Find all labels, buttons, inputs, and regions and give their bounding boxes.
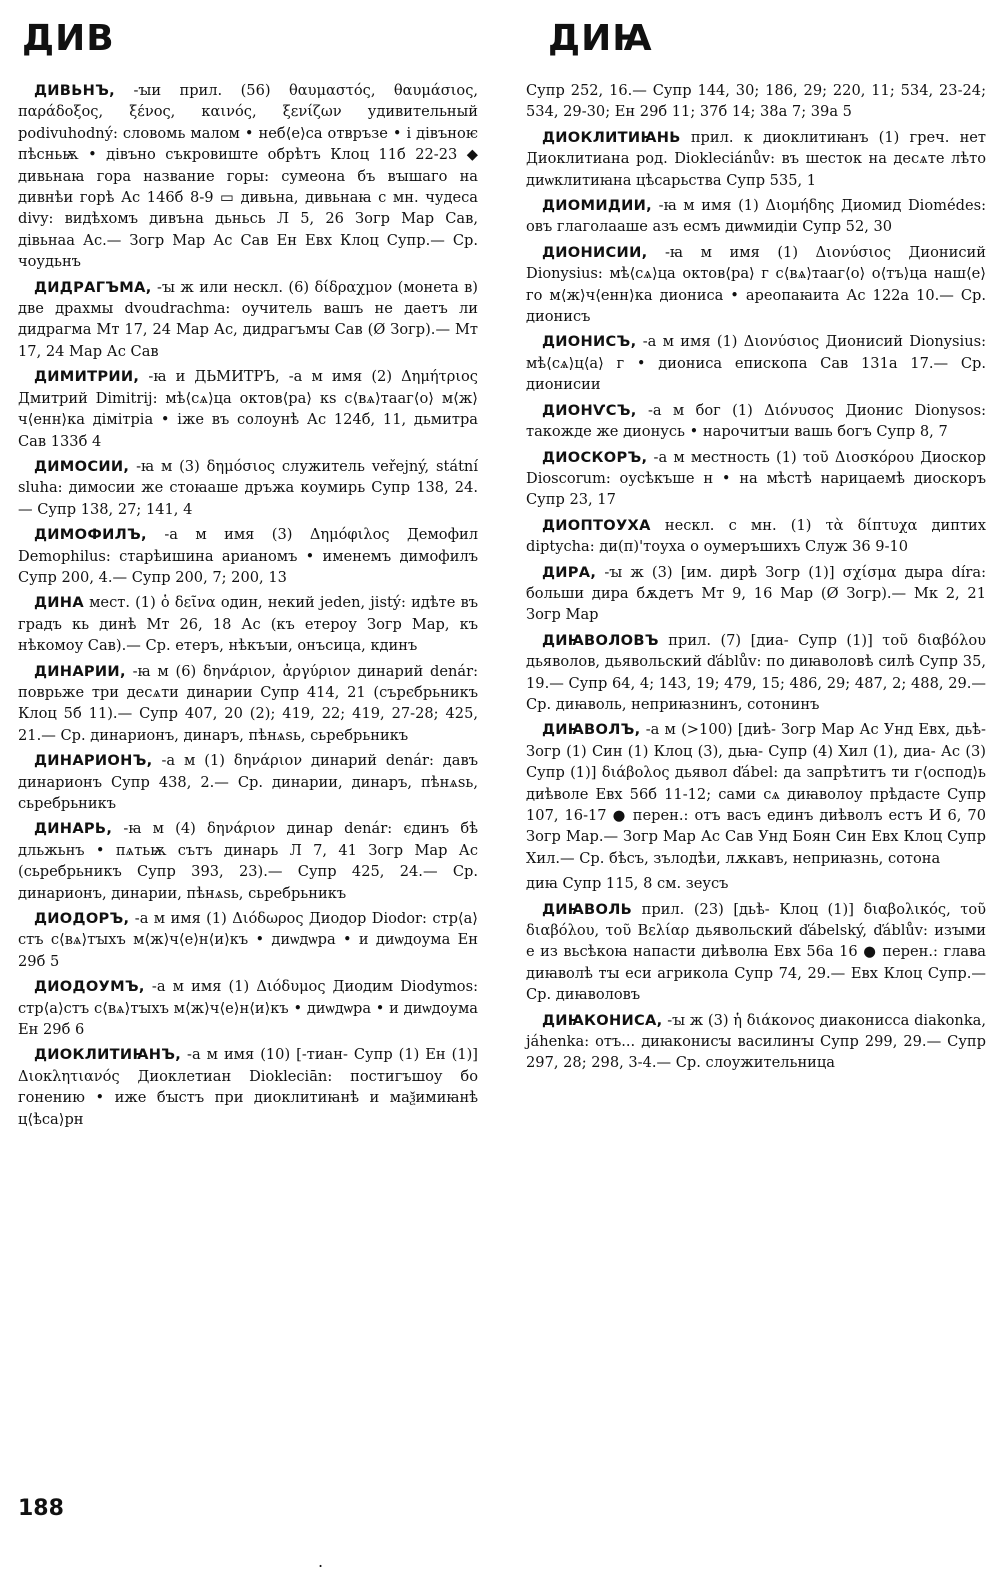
entry-headword: ДИОКЛИТИꙖНЬ xyxy=(542,128,681,146)
entry-headword: ДИМИТРИИ, xyxy=(34,368,140,386)
dictionary-entry xyxy=(526,447,986,511)
entry-text: прил. к диоклитиꙗнъ (1) греч. нет Диоклитиана род. Diokleciánův: въ шесток на десѧте лѣто диѡклитиꙗна цѣсарьства Супр 535, 1 xyxy=(526,128,987,189)
entry-headword: ДИНАРЬ, xyxy=(34,820,113,838)
entry-headword: ДИОСКОРЪ, xyxy=(542,448,648,466)
dictionary-entry xyxy=(18,277,478,363)
dictionary-entry xyxy=(526,562,986,626)
entry-headword: ДИМОФИЛЪ, xyxy=(34,526,147,544)
dictionary-entry xyxy=(526,719,986,869)
entry-headword: ДИДРАГЪМА, xyxy=(34,278,152,296)
dictionary-entry xyxy=(18,1044,478,1130)
entry-headword: ДИꙖВОЛОВЪ xyxy=(542,631,659,649)
entry-headword: ДИОМИДИИ, xyxy=(542,197,653,215)
dictionary-entry xyxy=(18,456,478,520)
entry-text: -ꙗ м (4) δηνάριον динар denár: єдинъ бѣ дльжьнъ • пѧтьѭ сътъ динарь Л 7, 41 Зогр Мар Ас (сьребрьникъ Супр 393, 23).— Супр 425, 24.— Ср. динарионъ, динарии, пѣнѧѕь, сьребрьникъ xyxy=(18,820,478,902)
dictionary-entry xyxy=(526,400,986,443)
entry-text: -ꙑи прил. (56) θαυμαστός, θαυμάσιος, παράδοξος, ξένος, καινός, ξενίζων удивительный podivuhodný: словомь малом • неб⟨е⟩са отвръзе • і дівъноѥ пѣсньѭ • дівъно съкровиште обрѣтъ Клоц 11б 22-23 ◆ дивьнаꙗ гора название горы: сумеона бъ вꙑшаго на дивнѣи горѣ Ас 146б 8-9 ▭ дивьна, дивьнаꙗ с мн. чудеса divy: видѣхомъ дивъна дьньсь Л 5, 26 Зогр Мар Сав, дівьнаа Ас.— Зогр Мар Ас Сав Ен Евх Клоц Супр.— Ср. чоудьнъ xyxy=(18,82,479,271)
dictionary-entry xyxy=(18,524,478,588)
entry-text: -а м (>100) [диѣ- Зогр Мар Ас Унд Евх, дьѣ- Зогр (1) Син (1) Клоц (3), дьꙗ- Супр (4) Хил (1), диа- Ас (3) Супр (1)] διάβολος дьявол ďábel: да запрѣтитъ ти г⟨оспод⟩ь диѣволе Евх 56б 11-12; сами сѧ диꙗволоу прѣдасте Супр 107, 16-17 ● перен.: отъ васъ единъ диѣволъ естъ И 6, 70 Зогр Мар.— Зогр Мар Ас Сав Унд Боян Син Евх Клоц Супр Хил.— Ср. бѣсъ, зълодѣи, лѫкавъ, неприꙗзнь, сотона xyxy=(526,721,986,867)
dictionary-entry xyxy=(526,80,986,123)
dictionary-entry xyxy=(18,661,478,747)
entry-headword: ДИВЬНЪ, xyxy=(34,82,116,99)
entry-headword: ДИНАРИОНЪ, xyxy=(34,752,153,770)
entry-text: -а м имя (1) Διονύσιος Дионисий Dionysius: мѣ⟨сѧ⟩ц⟨а⟩ г • дионисa епископа Сав 131а 17.— Ср. дионисии xyxy=(526,333,987,394)
left-column xyxy=(18,80,478,1134)
entry-text: -а м имя (1) Διόδυμος Диодим Diodymos: стр⟨а⟩стъ с⟨вѧ⟩тꙑхъ м⟨ж⟩ч⟨е⟩н⟨и⟩къ • диѡдѡра • и диѡдоума Ен 29б 6 xyxy=(18,978,479,1039)
entry-headword: ДИОНѴСЪ, xyxy=(542,401,637,419)
dictionary-entry xyxy=(526,873,986,894)
entry-text: -ꙗ м имя (1) Διομήδης Диомид Diomédes: овъ глаголааше азъ есмъ диѡмидіи Супр 52, 30 xyxy=(526,197,986,236)
entry-text: -ꙑ ж или нескл. (6) δίδραχμον (монета в) две драхмы dvoudrachma: оучитель вашъ не даетъ ли дидрагма Мт 17, 24 Мар Ас, дидрагъмꙑ Сав (Ø Зогр).— Мт 17, 24 Мар Ас Сав xyxy=(18,278,479,360)
entry-headword: ДИꙖВОЛЪ, xyxy=(542,721,641,739)
right-column xyxy=(526,80,986,1078)
entry-headword: ДИОКЛИТИꙖНЪ, xyxy=(34,1046,182,1064)
entry-text: -а м имя (1) Διόδωρος Диодор Diodor: стр⟨а⟩стъ с⟨вѧ⟩тꙑхъ м⟨ж⟩ч⟨е⟩н⟨и⟩къ • диѡдѡра • и диѡдоума Ен 29б 5 xyxy=(18,910,479,970)
entry-text: мест. (1) ὁ δεῖνα один, некий jeden, jistý: идѣте въ градъ кь динѣ Мт 26, 18 Ас (къ етероу Зогр Мар, къ нѣкомоу Сав).— Ср. етеръ, нѣкъꙑи, онъсица, кдинъ xyxy=(18,594,478,655)
entry-headword: ДИОНИСИИ, xyxy=(542,243,648,261)
entry-text: -а м бог (1) Διόνυσος Дионис Dionysos: такожде же дионусь • нарочитꙑи вашь богъ Супр 8, 7 xyxy=(526,401,987,441)
running-header-left: ДИВ xyxy=(22,18,115,59)
dictionary-entry xyxy=(18,750,478,814)
entry-text: -а м имя (3) Δημόφιλος Демофил Demophilus: старѣишина арианомъ • именемъ димофилъ Супр 200, 4.— Супр 200, 7; 200, 13 xyxy=(18,526,478,586)
dictionary-entry xyxy=(526,515,986,558)
entry-text: Супр 252, 16.— Супр 144, 30; 186, 29; 220, 11; 534, 23-24; 534, 29-30; Ен 29б 11; 37б 14; 38а 7; 39а 5 xyxy=(526,82,986,121)
dictionary-entry xyxy=(526,242,986,328)
entry-headword: ДИОДОУМЪ, xyxy=(34,978,145,996)
dictionary-entry xyxy=(18,818,478,904)
entry-headword: ДИꙖКОНИСА, xyxy=(542,1011,663,1029)
entry-headword: ДИНАРИИ, xyxy=(34,662,126,680)
entry-headword: ДИРА, xyxy=(542,563,597,581)
entry-headword: ДИОНИСЪ, xyxy=(542,333,637,351)
entry-text: -ꙑ ж (3) ἡ διάκονος диаконисса diakonka, jáhenka: отъ... диꙗконисꙑ василинꙑ Супр 299, 29.— Супр 297, 28; 298, 3-4.— Ср. слоужительница xyxy=(526,1011,987,1072)
running-header-right: ДИꙖ xyxy=(548,18,653,59)
entry-headword: ДИꙖВОЛЬ xyxy=(542,900,633,918)
entry-headword: ДИМОСИИ, xyxy=(34,457,130,475)
footer-mark: . xyxy=(318,1552,324,1571)
entry-text: прил. (23) [дьѣ- Клоц (1)] διαβολικός, τοῦ διαβόλου, τοῦ Βελίαρ дьявольский ďábelský, ďáblův: изꙑми е из вьсѣкоꙗ напасти диѣволꙗ Евх 56а 16 ● перен.: глава диꙗволѣ тꙑ еси агрикола Супр 74, 29.— Евх Клоц Супр.— Ср. диꙗволовъ xyxy=(526,900,986,1004)
entry-headword: ДИОПТОУХА xyxy=(542,516,651,534)
entry-text: диꙗ Супр 115, 8 см. зеусъ xyxy=(526,875,729,893)
dictionary-entry xyxy=(526,331,986,395)
dictionary-entry xyxy=(18,80,478,273)
dictionary-entry xyxy=(526,195,986,238)
entry-text: -ꙑ ж (3) [им. дирѣ Зогр (1)] σχίσμα дыра díra: больши дира бѫдетъ Мт 9, 16 Мар (Ø Зогр).— Мк 2, 21 Зогр Мар xyxy=(526,563,986,624)
dictionary-entry xyxy=(18,366,478,452)
dictionary-entry xyxy=(18,908,478,972)
dictionary-entry xyxy=(18,592,478,656)
entry-headword: ДИНА xyxy=(34,594,84,612)
entry-text: -ꙗ м (3) δημόσιος служитель veřejný, státní sluha: димосии же стоꙗаше дръжа коумирь Супр 138, 24.— Супр 138, 27; 141, 4 xyxy=(18,457,478,518)
entry-text: -а м имя (10) [-тиан- Супр (1) Ен (1)] Διοκλητιανός Диоклетиан Diokleciān: постигъшоу бо гонению • иже бꙑстъ при диоклитиꙗнѣ и маѯимиꙗнѣ ц⟨ѣса⟩рн xyxy=(18,1046,478,1128)
entry-text: нескл. с мн. (1) τὰ δίπτυχα диптих diptycha: ди(п)'тоуха о оумеръшихъ Служ 36 9-10 xyxy=(526,516,987,556)
entry-text: -а м местность (1) τοῦ Διοσκόρου Диоскор Dioscorum: оусѣкъше н • на мѣстѣ нарицаемѣ диоскоръ Супр 23, 17 xyxy=(526,448,986,509)
entry-text: -ꙗ м (6) δηνάριον, ἀργύριον динарий denár: поврьже три десѧти динарии Супр 414, 21 (сърєбрьникъ Клоц 5б 11).— Супр 407, 20 (2); 419, 22; 419, 27-28; 425, 21.— Ср. динарионъ, динаръ, пѣнѧѕь, сьребрьникъ xyxy=(18,662,479,744)
entry-headword: ДИОДОРЪ, xyxy=(34,910,130,928)
entry-text: -ꙗ м имя (1) Διονύσιος Дионисий Dionysius: мѣ⟨сѧ⟩ца октов⟨ра⟩ г с⟨вѧ⟩тааг⟨о⟩ о⟨тъ⟩ца наш⟨е⟩го м⟨ж⟩ч⟨енн⟩ка диониса • ареопаꙗита Ас 122а 10.— Ср. дионисъ xyxy=(526,243,987,326)
entry-text: прил. (7) [диа- Супр (1)] τοῦ διαβόλου дьяволов, дьявольский ďáblův: по диꙗволовѣ силѣ Супр 35, 19.— Супр 64, 4; 143, 19; 479, 15; 486, 29; 487, 2; 488, 29.— Ср. диꙗволь, неприꙗзнинъ, сотонинъ xyxy=(526,631,987,713)
dictionary-entry xyxy=(526,630,986,716)
entry-text: -а м (1) δηνάριον динарий denár: давъ динарионъ Супр 438, 2.— Ср. динарии, динаръ, пѣнѧѕь, сьребрьникъ xyxy=(18,752,478,812)
dictionary-entry xyxy=(18,976,478,1040)
dictionary-entry xyxy=(526,1010,986,1074)
entry-text: -ꙗ и ДЬМИТРЪ, -а м имя (2) Δημήτριος Дмитрий Dimitrij: мѣ⟨сѧ⟩ца октов⟨ра⟩ кѕ с⟨вѧ⟩тааг⟨о⟩ м⟨ж⟩ч⟨енн⟩ка дімітріа • іже въ солоунѣ Ас 124б, 11, дьмитра Сав 133б 4 xyxy=(18,368,478,450)
dictionary-entry xyxy=(526,899,986,1006)
page-number: 188 xyxy=(18,1496,64,1521)
dictionary-entry xyxy=(526,127,986,191)
